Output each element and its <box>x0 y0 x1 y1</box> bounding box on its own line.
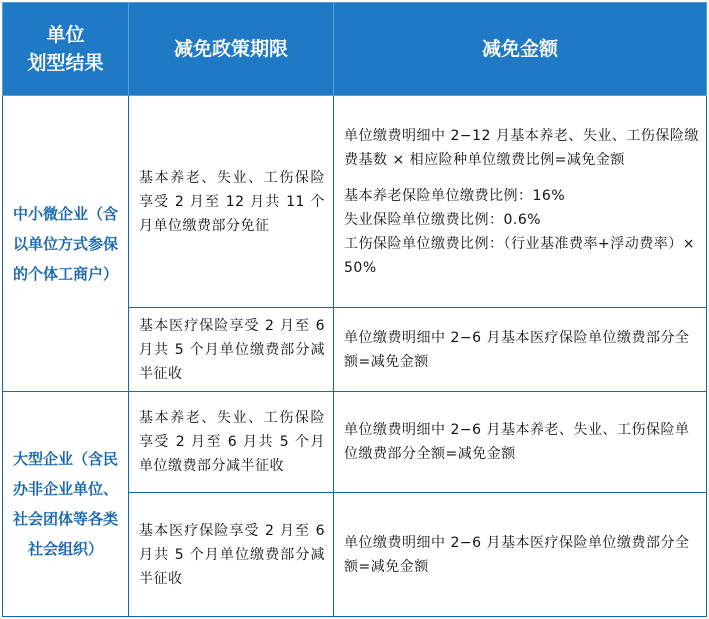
header-unit-line2: 划型结果 <box>27 52 104 74</box>
table-header-row <box>3 3 707 96</box>
policy-period: 基本医疗保险享受 2 月至 6 月共 5 个月单位缴费部分减半征收 <box>129 493 334 617</box>
amount-rate-pension: 基本养老保险单位缴费比例：16% <box>344 187 566 204</box>
amount-rate-injury: 工伤保险单位缴费比例：（行业基准费率+浮动费率）× 50% <box>344 235 695 276</box>
table-row <box>3 96 707 308</box>
amount-formula: 单位缴费明细中 2−6 月基本医疗保险单位缴费部分全额=减免金额 <box>344 329 690 370</box>
header-unit-line1: 单位 <box>46 24 85 46</box>
policy-table-container <box>2 2 706 616</box>
amount-rate-unemployment: 失业保险单位缴费比例：0.6% <box>344 211 542 228</box>
category-large: 大型企业（含民办非企业单位、社会团体等各类社会组织） <box>3 392 129 617</box>
relief-amount <box>334 493 707 617</box>
relief-policy-table <box>2 2 707 617</box>
relief-amount <box>334 96 707 308</box>
relief-amount <box>334 392 707 493</box>
amount-formula: 单位缴费明细中 2−6 月基本医疗保险单位缴费部分全额=减免金额 <box>344 534 690 575</box>
policy-period: 基本养老、失业、工伤保险享受 2 月至 12 月共 11 个月单位缴费部分免征 <box>129 96 334 308</box>
category-sme: 中小微企业（含以单位方式参保的个体工商户） <box>3 96 129 392</box>
header-policy-period: 减免政策期限 <box>129 3 334 96</box>
amount-formula: 单位缴费明细中 2−12 月基本养老、失业、工伤保险缴费基数 × 相应险种单位缴费比例=减免金额 <box>344 127 699 168</box>
policy-period: 基本养老、失业、工伤保险享受 2 月至 6 月共 5 个月单位缴费部分减半征收 <box>129 392 334 493</box>
amount-formula: 单位缴费明细中 2−6 月基本养老、失业、工伤保险单位缴费部分全额=减免金额 <box>344 422 690 462</box>
header-unit-classification <box>3 3 129 96</box>
header-relief-amount: 减免金额 <box>334 3 707 96</box>
relief-amount <box>334 308 707 392</box>
table-row <box>3 392 707 493</box>
policy-period: 基本医疗保险享受 2 月至 6 月共 5 个月单位缴费部分减半征收 <box>129 308 334 392</box>
